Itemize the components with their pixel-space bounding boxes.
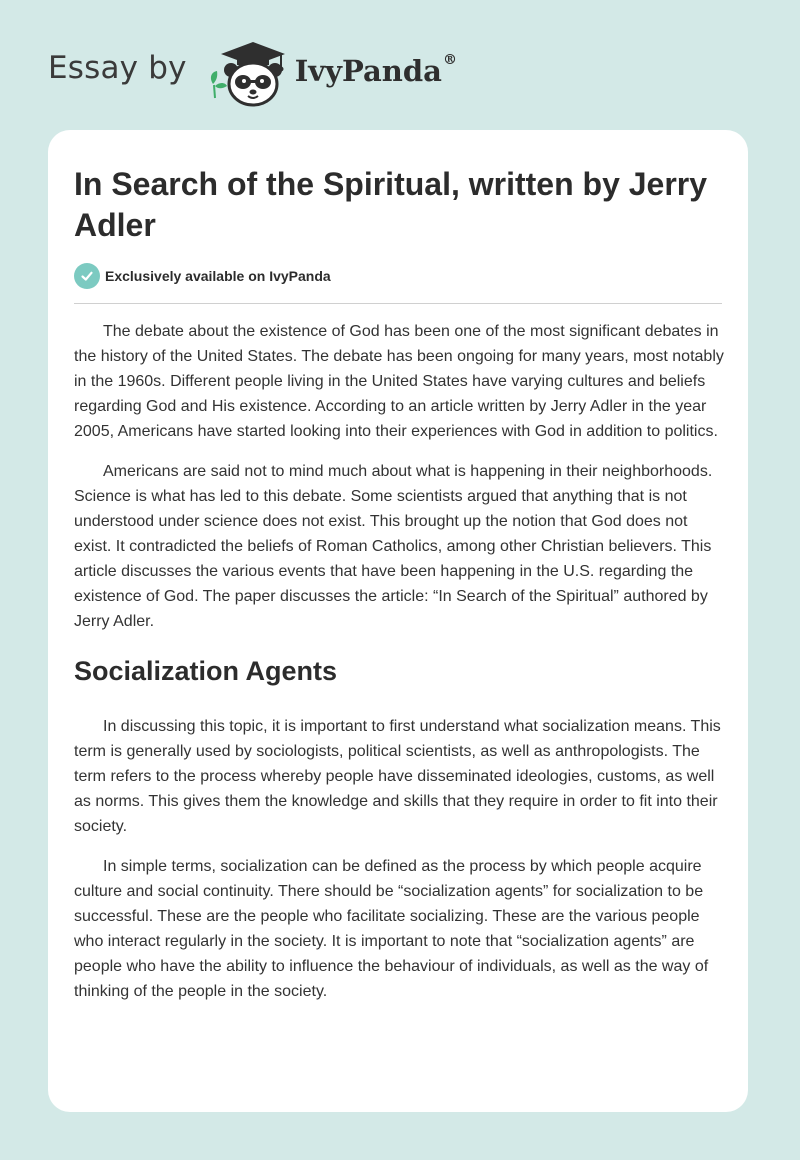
paragraph: In discussing this topic, it is important to first understand what socialization means. This term is generally used by sociologists, political scientists, as well as anthropologists. The term refers to the process whereby people have disseminated ideologies, customs, as well as norms. This gives them the knowledge and skills that they require in order to fit into their society. xyxy=(74,718,721,835)
article-body xyxy=(74,319,726,1019)
essay-card xyxy=(48,130,748,1112)
panda-logo-icon xyxy=(201,36,293,108)
divider xyxy=(74,303,722,304)
check-circle-icon xyxy=(74,263,100,289)
paragraph: Americans are said not to mind much about what is happening in their neighborhoods. Science is what has led to this debate. Some scientists argued that anything that is not understood under science does not exist. This brought up the notion that God does not exist. It contradicted the beliefs of Roman Catholics, among other Christian believers. This article discusses the various events that have been happening in the U.S. regarding the existence of God. The paper discusses the article: “In Search of the Spiritual” authored by Jerry Adler. xyxy=(74,463,713,630)
paragraph: The debate about the existence of God has been one of the most significant debates in the history of the United States. The debate has been ongoing for many years, most notably in the 1960s. Different people living in the United States have varying cultures and beliefs regarding God and His existence. According to an article written by Jerry Adler in the year 2005, Americans have started looking into their experiences with God in addition to politics. xyxy=(74,323,724,440)
paragraph: In simple terms, socialization can be defined as the process by which people acquire culture and social continuity. There should be “socialization agents” for socialization to be successful. These are the people who facilitate socializing. These are the various people who interact regularly in the society. It is important to note that “socialization agents” are people who have the ability to influence the behaviour of individuals, as well as the way of thinking of the people in the society. xyxy=(74,858,709,1000)
brand-header[interactable] xyxy=(48,36,468,108)
brand-prefix: Essay by xyxy=(48,50,187,86)
section-heading: Socialization Agents xyxy=(74,656,338,686)
brand-name: IvyPanda® xyxy=(294,52,457,88)
page-title: In Search of the Spiritual, written by Jerry Adler xyxy=(74,166,708,243)
badge-label: Exclusively available on IvyPanda xyxy=(105,268,331,284)
exclusive-badge xyxy=(74,263,331,289)
